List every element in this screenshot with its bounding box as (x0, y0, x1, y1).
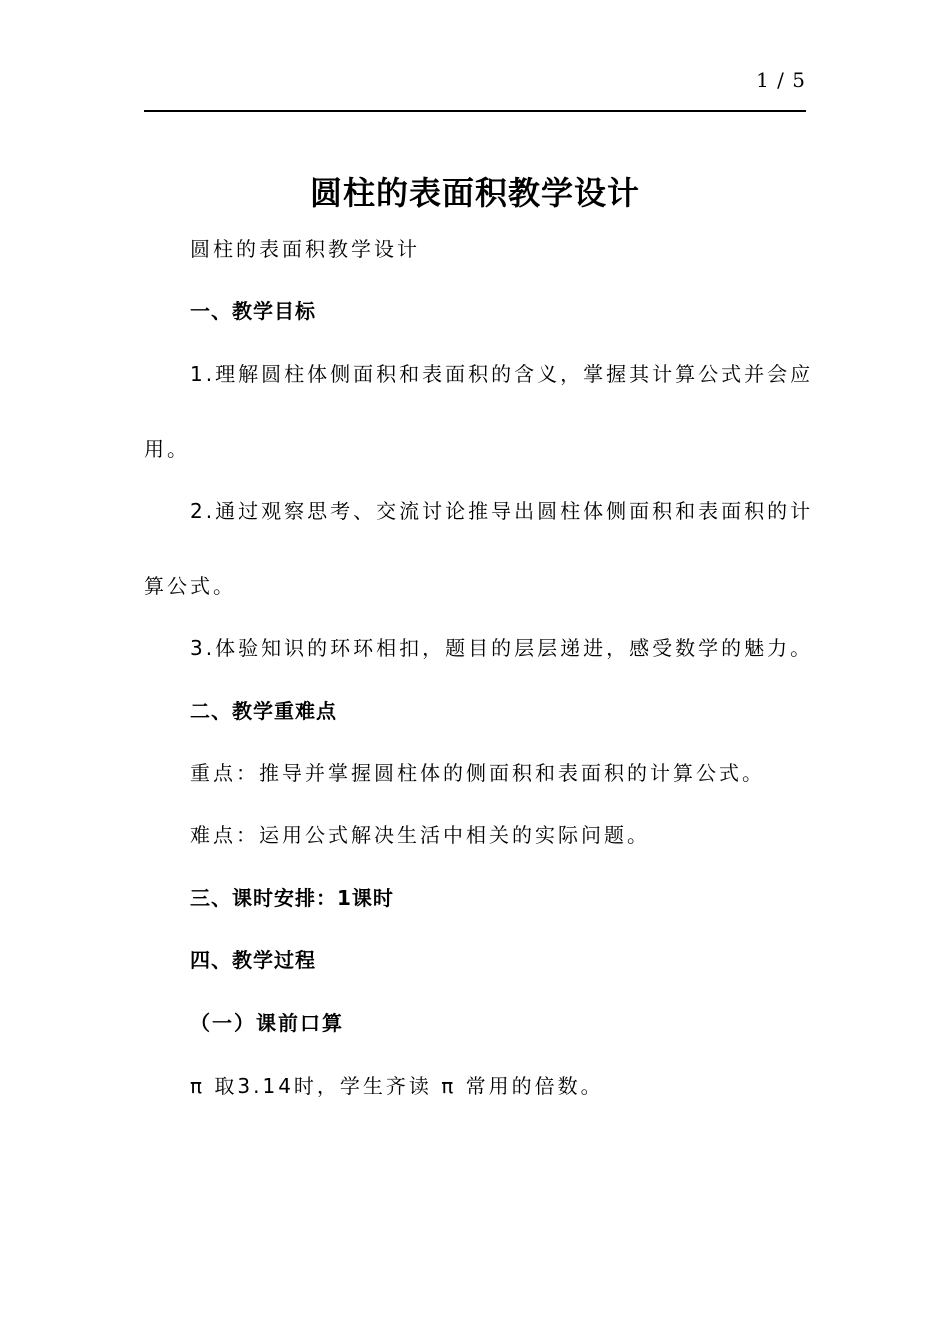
section-heading-goals: 一、教学目标 (190, 299, 316, 323)
goal-2-line-2: 算公式。 (144, 574, 236, 598)
key-point: 重点：推导并掌握圆柱体的侧面积和表面积的计算公式。 (190, 761, 765, 785)
section-heading-key-points: 二、教学重难点 (190, 699, 337, 723)
page-number: 1 / 5 (756, 68, 806, 92)
document-subtitle: 圆柱的表面积教学设计 (190, 237, 420, 261)
difficult-point: 难点：运用公式解决生活中相关的实际问题。 (190, 823, 650, 847)
goal-3: 3.体验知识的环环相扣，题目的层层递进，感受数学的魅力。 (190, 636, 814, 660)
pi-instruction: π 取3.14时，学生齐读 π 常用的倍数。 (190, 1074, 604, 1098)
subsection-heading-mental-math: （一）课前口算 (190, 1011, 344, 1035)
section-heading-process: 四、教学过程 (190, 948, 316, 972)
goal-1-line-2: 用。 (144, 437, 190, 461)
goal-1-line-1: 1.理解圆柱体侧面积和表面积的含义，掌握其计算公式并会应 (190, 362, 814, 386)
document-title: 圆柱的表面积教学设计 (309, 174, 640, 212)
section-heading-schedule: 三、课时安排：1课时 (190, 886, 394, 910)
goal-2-line-1: 2.通过观察思考、交流讨论推导出圆柱体侧面积和表面积的计 (190, 499, 814, 523)
header-divider (144, 110, 806, 112)
